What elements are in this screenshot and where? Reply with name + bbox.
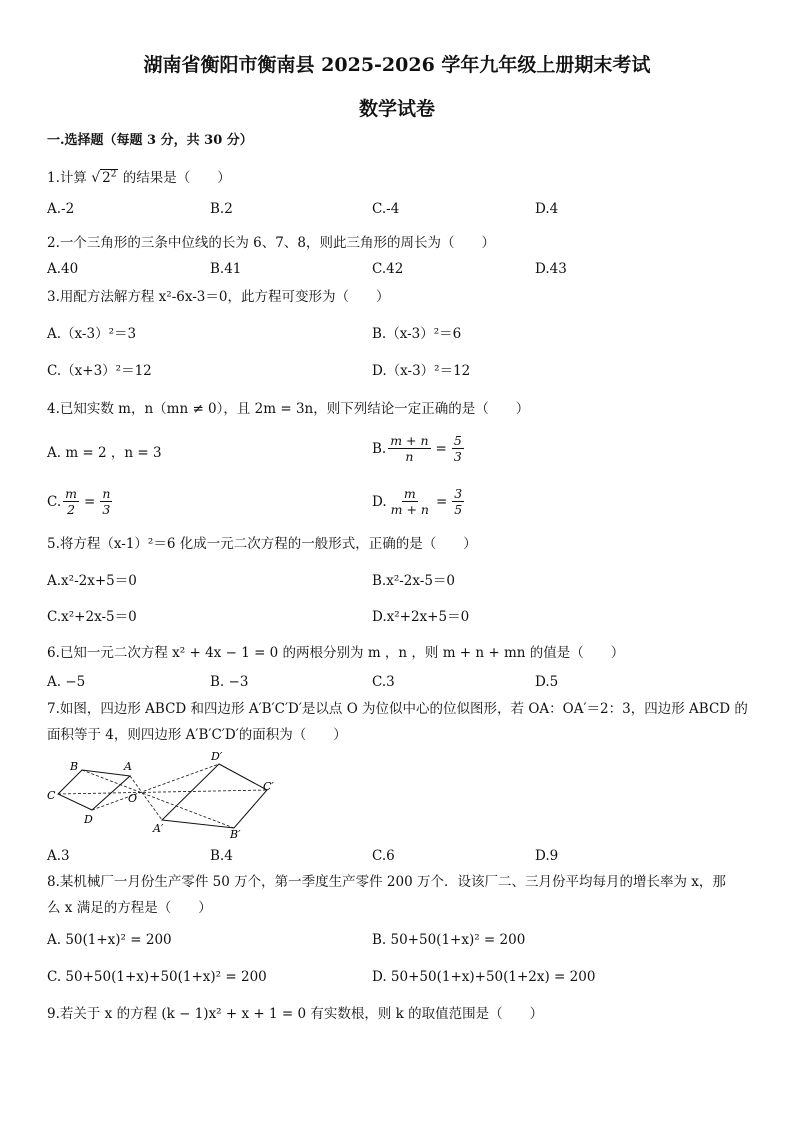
q6-option-a[interactable]: A. −5 [47,674,86,690]
question-7-line-1: 7.如图，四边形 ABCD 和四边形 A′B′C′D′是以点 O 为位似中心的位似图形，若 OA：OA′＝2：3，四边形 ABCD 的 [47,701,748,717]
question-6: 6.已知一元二次方程 x² + 4x − 1 = 0 的两根分别为 m ，n ，则 m + n + mn 的值是（ ） [47,645,625,661]
page-subtitle: 数学试卷 [358,98,435,120]
option-label: C. [47,493,62,510]
q4-option-b[interactable]: B. $\frac{m + n}{n}$ = $\frac{5}{3}$ [372,433,462,464]
q7-option-b[interactable]: B.4 [210,848,233,864]
q5-option-a[interactable]: A.x²-2x+5＝0 [47,573,137,589]
question-7-line-2: 面积等于 4，则四边形 A′B′C′D′的面积为（ ） [47,727,347,743]
q6-option-d[interactable]: D.5 [535,674,559,690]
fraction-right: $\frac{5}{3}$ [453,433,462,464]
quadrilateral-abcd [58,770,130,810]
page-title: 湖南省衡阳市衡南县 2025-2026 学年九年级上册期末考试 [143,54,651,76]
fraction-left: $\frac{m}{2}$ [65,486,77,517]
label-d-prime: D′ [211,750,223,763]
q4-option-a[interactable]: A. m = 2 ，n = 3 [47,445,162,461]
q2-option-a[interactable]: A.40 [47,261,79,277]
fraction-right: $\frac{3}{5}$ [454,486,463,517]
sqrt-symbol: √ [91,170,101,186]
radicand: $2^2$ [102,169,117,186]
q3-option-c[interactable]: C.（x+3）²＝12 [47,363,152,379]
label-a-prime: A′ [153,822,164,835]
q4-option-d[interactable]: D. $\frac{m}{m + n}$ = $\frac{3}{5}$ [372,486,463,517]
label-a: A [124,760,132,773]
question-9: 9.若关于 x 的方程 (k − 1)x² + x + 1 = 0 有实数根，则 k 的取值范围是（ ） [47,1006,544,1022]
q6-option-b[interactable]: B. −3 [210,674,249,690]
fraction-right: $\frac{n}{3}$ [102,486,111,517]
question-8-line-2: 么 x 满足的方程是（ ） [47,900,212,916]
option-label: D. [372,493,387,510]
question-2: 2.一个三角形的三条中位线的长为 6、7、8，则此三角形的周长为（ ） [47,235,495,251]
q8-option-b[interactable]: B. 50+50(1+x)² = 200 [372,932,526,948]
section-heading: 一.选择题（每题 3 分，共 30 分） [47,133,253,148]
q3-option-a[interactable]: A.（x-3）²＝3 [47,326,137,342]
label-o: O [128,792,138,805]
quadrilateral-a2b2c2d2 [162,764,267,828]
q7-option-d[interactable]: D.9 [535,848,559,864]
q7-option-c[interactable]: C.6 [372,848,395,864]
label-b: B [70,760,79,773]
label-c-prime: C′ [263,780,274,793]
q1-option-a[interactable]: A.-2 [47,201,75,217]
q5-option-b[interactable]: B.x²-2x-5＝0 [372,573,456,589]
q5-option-d[interactable]: D.x²+2x+5＝0 [372,609,470,625]
q1-option-b[interactable]: B.2 [210,201,233,217]
label-d: D [84,813,93,826]
question-1-suffix: 的结果是（ ） [122,170,231,186]
q7-option-a[interactable]: A.3 [47,848,70,864]
label-b-prime: B′ [230,828,241,841]
q1-option-d[interactable]: D.4 [535,201,559,217]
similar-figures-diagram [44,750,284,842]
q8-option-c[interactable]: C. 50+50(1+x)+50(1+x)² = 200 [47,969,267,985]
q8-option-d[interactable]: D. 50+50(1+x)+50(1+2x) = 200 [372,969,596,985]
q1-option-c[interactable]: C.-4 [372,201,400,217]
q5-option-c[interactable]: C.x²+2x-5＝0 [47,609,137,625]
question-8-line-1: 8.某机械厂一月份生产零件 50 万个，第一季度生产零件 200 万个．设该厂二、三月份平均每月的增长率为 x，那 [47,874,726,890]
q2-option-c[interactable]: C.42 [372,261,404,277]
question-4: 4.已知实数 m，n（mn ≠ 0），且 2m = 3n，则下列结论一定正确的是（ ） [47,401,530,417]
label-c: C [47,789,56,802]
q6-option-c[interactable]: C.3 [372,674,395,690]
q8-option-a[interactable]: A. 50(1+x)² = 200 [47,932,172,948]
fraction-left: $\frac{m}{m + n}$ [390,486,429,517]
option-label: B. [372,440,387,457]
q3-option-b[interactable]: B.（x-3）²＝6 [372,326,462,342]
q2-option-b[interactable]: B.41 [210,261,242,277]
question-1 [47,168,231,188]
fraction-left: $\frac{m + n}{n}$ [390,433,429,464]
q2-option-d[interactable]: D.43 [535,261,567,277]
question-5: 5.将方程（x-1）²＝6 化成一元二次方程的一般形式，正确的是（ ） [47,536,477,552]
q4-option-c[interactable]: C. $\frac{m}{2}$ = $\frac{n}{3}$ [47,486,111,517]
q3-option-d[interactable]: D.（x-3）²＝12 [372,363,471,379]
question-1-prefix: 1.计算 [47,170,87,186]
question-3: 3.用配方法解方程 x²-6x-3＝0，此方程可变形为（ ） [47,289,390,305]
